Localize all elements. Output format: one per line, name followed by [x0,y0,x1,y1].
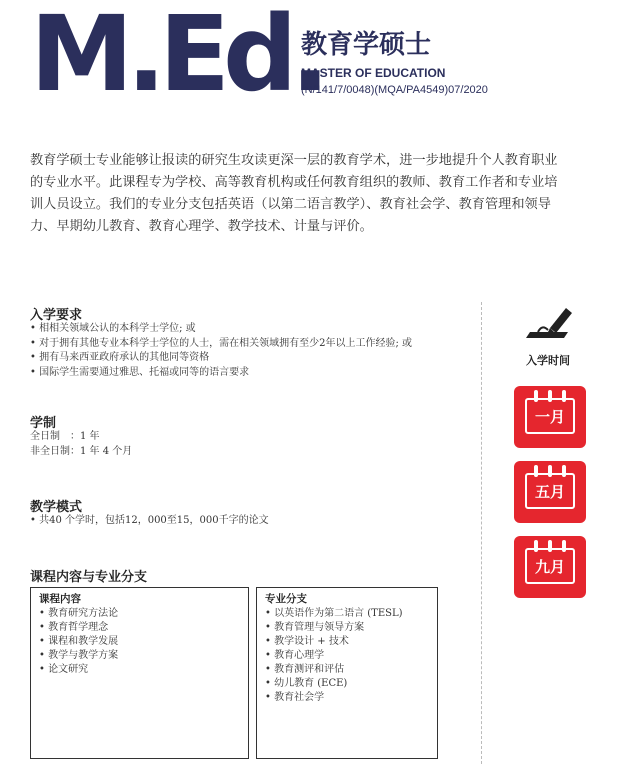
intro-line: 教育学硕士专业能够让报读的研究生攻读更深一层的教育学术，进一步地提升个人教育职业 [30,153,558,168]
list-item: • 教育心理学 [265,650,325,661]
program-title-cn: 教育学硕士 [301,30,432,60]
duration-list [30,430,132,459]
curriculum-title: 课程内容与专业分支 [30,570,148,585]
list-item: • 对于拥有其他专业本科学士学位的人士，需在相关领域拥有至少2年以上工作经验; 或 [30,337,412,349]
list-item: • 共40 个学时，包括12，000至15，000千字的论文 [30,515,269,526]
teaching-mode-title: 教学模式 [30,500,83,515]
entry-requirements-title: 入学要求 [30,308,83,323]
intro-line: 训人员设立。我们的专业分支包括英语（以第二语言教学）、教育社会学、教育管理和领导 [30,197,551,212]
entry-requirements-list [30,322,412,380]
program-intro [30,150,600,238]
list-item: • 教育社会学 [265,692,325,703]
courses-title: 课程内容 [39,593,81,605]
list-item: • 论文研究 [39,664,89,675]
program-title-en: MASTER OF EDUCATION [301,66,446,80]
list-item: • 教育哲学理念 [39,622,109,633]
intro-line: 力、早期幼儿教育、教育心理学、教学技术、计量与评价。 [30,219,373,234]
intake-month: 一月 [525,398,575,434]
list-item: • 拥有马来西亚政府承认的其他同等资格 [30,352,210,364]
intake-month: 九月 [525,548,575,584]
calendar-january-icon [514,386,586,448]
list-item: 非全日制：1 年 4 个月 [30,445,133,457]
list-item: • 相相关领域公认的本科学士学位; 或 [30,323,196,334]
list-item: • 幼儿教育 (ECE) [265,678,348,689]
duration-title: 学制 [30,416,57,431]
specializations-title: 专业分支 [265,593,307,605]
list-item: • 国际学生需要通过雅思、托福或同等的语言要求 [30,366,250,378]
intake-month: 五月 [525,473,575,509]
accreditation-code: (N/141/7/0048)(MQA/PA4549)07/2020 [301,84,488,96]
column-divider [481,302,482,764]
calendar-may-icon [514,461,586,523]
list-item: • 课程和教学发展 [39,636,119,647]
pen-writing-icon [520,304,576,344]
list-item: • 教学设计 + 技术 [265,636,349,647]
intro-line: 的专业水平。此课程专为学校、高等教育机构或任何教育组织的教师、教育工作者和专业培 [30,175,558,190]
list-item: 全日制 ：1 年 [30,431,100,442]
courses-box [30,587,249,759]
med-logo: M.Ed. [30,0,323,115]
intake-label: 入学时间 [526,354,570,367]
calendar-september-icon [514,536,586,598]
specializations-box [256,587,438,759]
list-item: • 教学与教学方案 [39,650,119,661]
teaching-mode-list [30,514,269,529]
list-item: • 教育测评和评估 [265,664,345,675]
list-item: • 教育研究方法论 [39,608,119,619]
list-item: • 以英语作为第二语言 (TESL) [265,608,403,619]
list-item: • 教育管理与领导方案 [265,622,365,633]
